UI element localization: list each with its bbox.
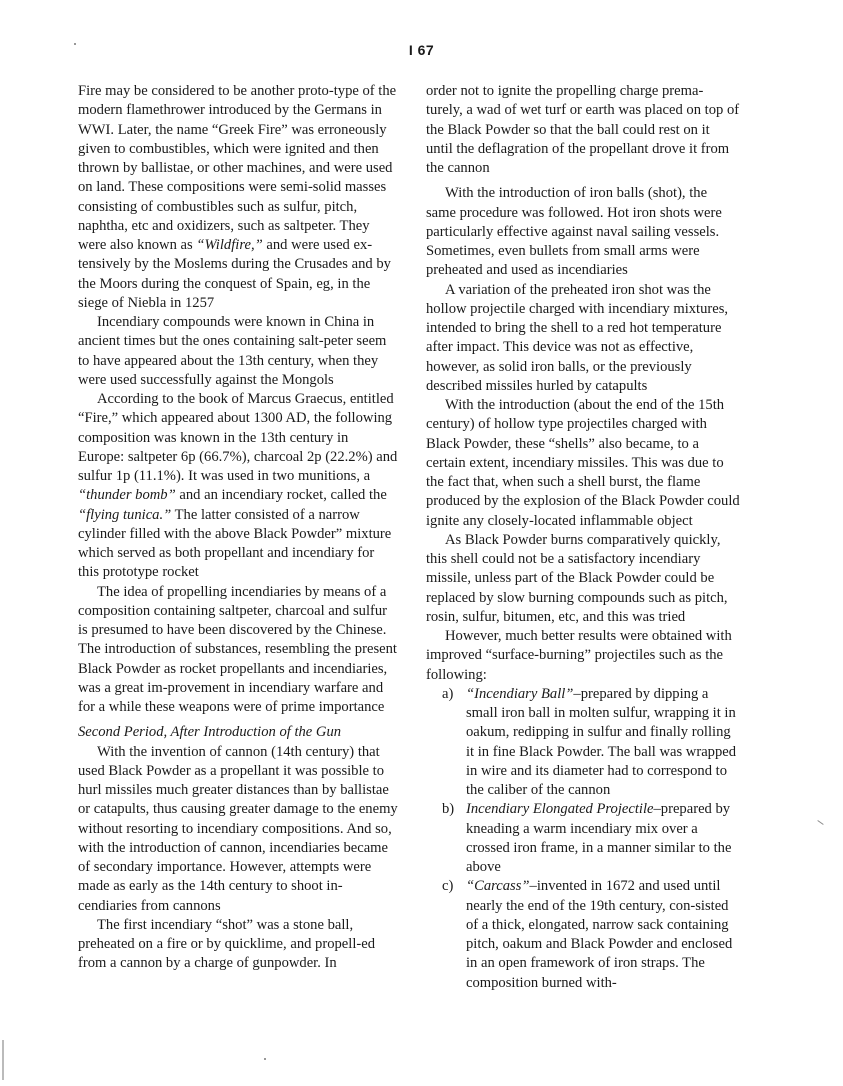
list-marker: b)	[442, 801, 455, 818]
item-text: –invented in 1672 and used until nearly the end of the 19th century, con-sisted of a thick, elongated, narrow sack containing pitch, oakum and Black Powder and enclosed in an open framework of iron straps. The composition burned with-	[466, 878, 733, 991]
list-item-b	[426, 800, 740, 877]
item-title: Incendiary Elongated Projectile	[466, 801, 654, 818]
item-text: –prepared by dipping a small iron ball in molten sulfur, wrapping it in oakum, redipping in sulfur and finally rolling it in fine Black Powder. The ball was wrapped in wire and its diameter had to correspond to the caliber of the cannon	[466, 685, 737, 798]
left-column	[78, 82, 398, 974]
left-paragraph-3	[78, 390, 398, 583]
text-run: Fire may be considered to be another proto-type of the modern flamethrower introduced by the Germans in WWI. Later, the name “Greek Fire” was erroneously given to combustibles, which were ignited and then thrown by ballistae, or other machines, and were used on land. These compositions were semi-solid masses consisting of combustibles such as sulfur, pitch, naphtha, etc and oxidizers, such as saltpeter. They were also known as	[78, 83, 397, 253]
list-marker: c)	[442, 878, 454, 895]
right-paragraph-2: With the introduction of iron balls (shot), the same procedure was followed. Hot iron shots were particularly effective against naval sailing vessels. Sometimes, even bullets from small arms were preheated and used as incendiaries	[426, 185, 722, 279]
list-marker: a)	[442, 685, 454, 702]
italic-term: “thunder bomb”	[78, 487, 176, 504]
margin-tick-mark	[817, 820, 823, 825]
scan-speck	[264, 1058, 266, 1060]
right-paragraph-3: A variation of the preheated iron shot was the hollow projectile charged with incendiary mixtures, intended to bring the shell to a red hot temperature after impact. This device was not as effective, however, as solid iron balls, or the previously described missiles hurled by catapults	[426, 281, 729, 394]
left-paragraph-1	[78, 82, 398, 313]
text-run: The latter consisted of a narrow cylinder filled with the above Black Powder” mixture which served as both propellant and incendiary for this prototype rocket	[78, 506, 392, 581]
scan-speck	[74, 43, 76, 45]
list-item-c	[426, 877, 740, 993]
left-paragraph-6: The first incendiary “shot” was a stone ball, preheated on a fire or by quicklime, and propell-ed from a cannon by a charge of gunpowder. In	[78, 916, 376, 972]
page-number: I 67	[408, 42, 435, 58]
left-paragraph-4: The idea of propelling incendiaries by means of a composition containing saltpeter, charcoal and sulfur is presumed to have been discovered by the Chinese. The introduction of substances, resembling the present Black Powder as rocket propellants and incendiaries, was a great im-provement in incendiary warfare and for a while these weapons were of prime importance	[78, 583, 397, 715]
item-text: –prepared by kneading a warm incendiary mix over a crossed iron frame, in a manner similar to the above	[466, 801, 732, 875]
left-paragraph-5: With the invention of cannon (14th century) that used Black Powder as a propellant it was possible to hurl missiles much greater distances than by ballistae or catapults, thus causing greater damage to the enemy without resorting to incendiary compositions. And so, with the introduction of cannon, incendiaries became of secondary importance. However, attempts were made as early as the 14th century to shoot in-cendiaries from cannons	[78, 743, 398, 914]
right-paragraph-4: With the introduction (about the end of the 15th century) of hollow type projectiles charged with Black Powder, these “shells” also became, to a certain extent, incendiary missiles. This was due to the fact that, when such a shell burst, the flame produced by the explosion of the Black Powder could ignite any closely-located inflammable object	[426, 397, 740, 529]
text-run: and an incendiary rocket, called the	[175, 487, 387, 504]
italic-term: “Wildfire,”	[196, 237, 263, 253]
italic-term: “flying tunica.”	[78, 506, 172, 523]
binding-edge-mark	[2, 1040, 4, 1080]
right-paragraph-1: order not to ignite the propelling charge prema-turely, a wad of wet turf or earth was placed on top of the Black Powder so that the ball could rest on it until the deflagration of the propellant drove it from the cannon	[426, 83, 740, 176]
right-paragraph-5: As Black Powder burns comparatively quickly, this shell could not be a satisfactory incendiary missile, unless part of the Black Powder could be replaced by slow burning compounds such as pitch, rosin, sulfur, bitumen, etc, and this was tried	[426, 531, 728, 625]
right-column	[426, 82, 740, 993]
item-title: “Carcass”	[466, 878, 530, 895]
section-heading: Second Period, After Introduction of the Gun	[78, 724, 342, 741]
text-run: and were used ex-tensively by the Moslems during the Crusades and by the Moors during the conquest of Spain, eg, in the siege of Niebla in 1257	[78, 237, 391, 311]
list-item-a	[426, 685, 740, 801]
text-run: According to the book of Marcus Graecus, entitled “Fire,” which appeared about 1300 AD, the following composition was known in the 13th century in Europe: saltpeter 6p (66.7%), charcoal 2p (22.2%) and sulfur 1p (11.1%). It was used in two munitions, a	[78, 391, 398, 484]
item-title: “Incendiary Ball”	[466, 685, 574, 702]
projectile-list	[426, 685, 740, 993]
right-paragraph-6: However, much better results were obtained with improved “surface-burning” projectiles such as the following:	[426, 628, 732, 683]
left-paragraph-2: Incendiary compounds were known in China in ancient times but the ones containing salt-peter seem to have appeared about the 13th century, when they were used successfully against the Mongols	[78, 314, 387, 388]
